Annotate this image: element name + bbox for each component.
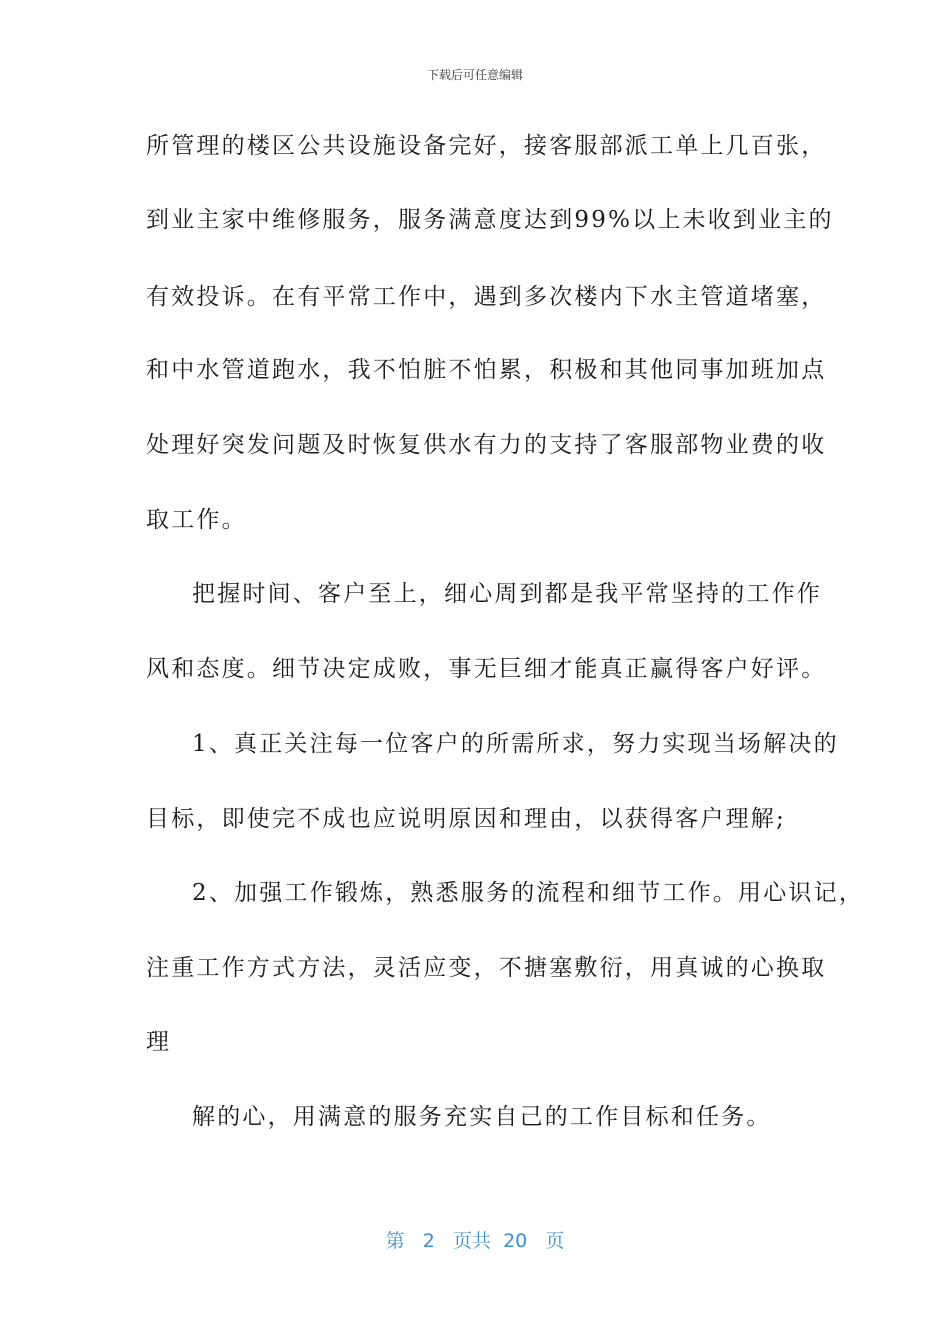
- page-header: 下载后可任意编辑: [426, 68, 523, 82]
- body-line: 和中水管道跑水，我不怕脏不怕累，积极和其他同事加班加点: [146, 357, 827, 383]
- body-line: 风和态度。细节决定成败，事无巨细才能真正赢得客户好评。: [146, 656, 827, 682]
- body-line: 取工作。: [146, 507, 247, 533]
- body-line: 有效投诉。在有平常工作中，遇到多次楼内下水主管道堵塞，: [146, 284, 827, 310]
- body-line: 解的心，用满意的服务充实自己的工作目标和任务。: [192, 1104, 772, 1130]
- body-line: 目标，即使完不成也应说明原因和理由，以获得客户理解;: [146, 806, 786, 832]
- body-line: 处理好突发问题及时恢复供水有力的支持了客服部物业费的收: [146, 432, 827, 458]
- total-pages-number: 20: [503, 1230, 528, 1252]
- body-line: 把握时间、客户至上，细心周到都是我平常坚持的工作作: [192, 581, 822, 607]
- body-line: 到业主家中维修服务，服务满意度达到99%以上未收到业主的: [146, 207, 834, 233]
- body-line: 1、真正关注每一位客户的所需所求，努力实现当场解决的: [192, 731, 839, 757]
- body-line: 2、加强工作锻炼，熟悉服务的流程和细节工作。用心识记，: [192, 880, 865, 906]
- page-footer: [0, 1226, 950, 1253]
- current-page-number: 2: [422, 1230, 435, 1252]
- body-line: 注重工作方式方法，灵活应变，不搪塞敷衍，用真诚的心换取: [146, 955, 827, 981]
- page-prefix: 第: [385, 1230, 405, 1252]
- body-line: 所管理的楼区公共设施设备完好，接客服部派工单上几百张，: [146, 133, 827, 159]
- page-suffix: 页: [545, 1230, 565, 1252]
- body-line: 理: [146, 1029, 172, 1055]
- page-mid: 页共: [452, 1230, 491, 1252]
